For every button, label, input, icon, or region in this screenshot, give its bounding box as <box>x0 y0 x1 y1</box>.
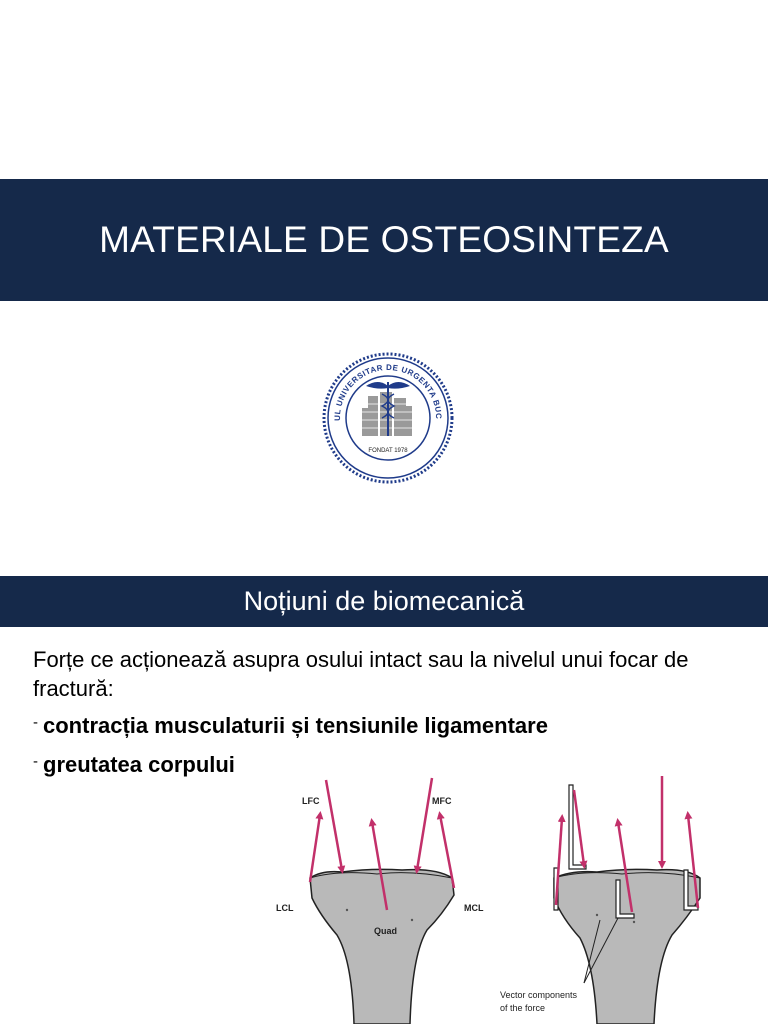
bullet-text: contracția musculaturii și tensiunile ligamentare <box>43 713 548 738</box>
bullet-item <box>33 708 733 747</box>
intro-paragraph: Forțe ce acționează asupra osului intact sau la nivelul unui focar de fractură: <box>33 647 689 701</box>
section-banner <box>0 576 768 627</box>
bullet-text: greutatea corpului <box>43 752 235 777</box>
label-quad: Quad <box>374 926 398 936</box>
knee-force-diagram <box>262 770 712 1024</box>
label-mcl: MCL <box>464 903 484 913</box>
bullet-dash: - <box>33 753 38 770</box>
title-banner <box>0 179 768 301</box>
label-lcl: LCL <box>276 903 294 913</box>
vector-caption-line2: of the force <box>500 1003 546 1013</box>
section-title: Noțiuni de biomecanică <box>243 586 525 616</box>
hospital-seal-icon <box>318 348 458 488</box>
vector-caption-line1: Vector components <box>500 990 578 1000</box>
seal-ring-text: UL UNIVERSITAR DE URGENTA BUC <box>332 362 444 421</box>
left-tibia-illustration <box>310 869 454 1024</box>
slide-body <box>33 645 733 786</box>
right-tibia-illustration <box>554 869 700 1024</box>
slide-title: MATERIALE DE OSTEOSINTEZA <box>99 219 669 260</box>
label-lfc: LFC <box>302 796 320 806</box>
seal-founded: FONDAT 1978 <box>368 448 408 454</box>
bullet-dash: - <box>33 714 38 731</box>
label-mfc: MFC <box>432 796 452 806</box>
